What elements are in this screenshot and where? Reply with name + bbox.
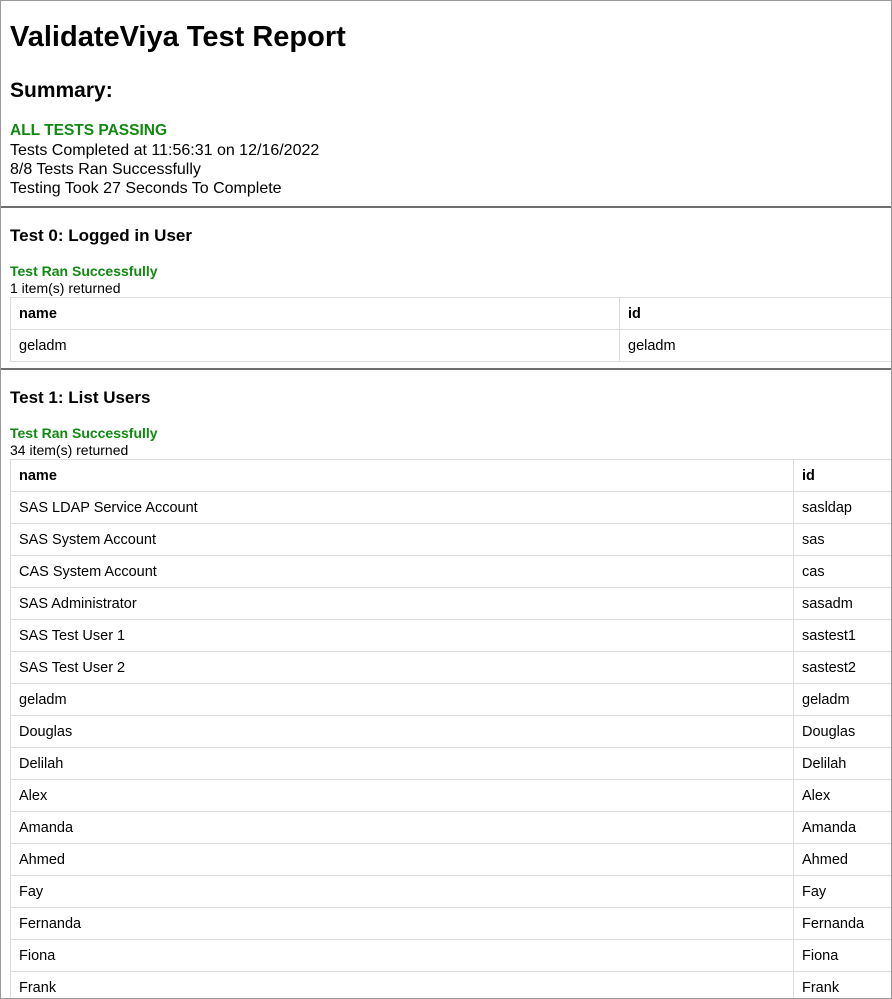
test-1-count: 34 item(s) returned [10,442,129,458]
cell-id: sastest1 [794,620,892,652]
column-header-name: name [11,460,794,492]
summary-heading: Summary: [10,79,113,102]
test-0-heading: Test 0: Logged in User [10,226,192,245]
table-row [11,812,892,844]
cell-name: Douglas [11,716,794,748]
cell-name: SAS Test User 2 [11,652,794,684]
table-row [11,588,892,620]
table-row [11,524,892,556]
table-row [11,652,892,684]
test-0-count: 1 item(s) returned [10,280,121,296]
table-row [11,780,892,812]
cell-name: Ahmed [11,844,794,876]
cell-id: sasldap [794,492,892,524]
table-row [11,684,892,716]
cell-id: Frank [794,972,892,999]
cell-name: SAS Test User 1 [11,620,794,652]
cell-name: Amanda [11,812,794,844]
cell-name: geladm [11,684,794,716]
overall-status: ALL TESTS PASSING [10,122,168,139]
section-divider [1,206,891,208]
duration-summary: Testing Took 27 Seconds To Complete [10,180,282,197]
report-page [1,1,891,998]
table-row [11,876,892,908]
cell-id: Amanda [794,812,892,844]
table-row [11,844,892,876]
cell-id: cas [794,556,892,588]
cell-id: Fernanda [794,908,892,940]
tests-ran-summary: 8/8 Tests Ran Successfully [10,161,201,178]
cell-id: Fay [794,876,892,908]
table-row [11,556,892,588]
section-divider [1,368,891,370]
table-header-row [11,460,892,492]
table-row [11,620,892,652]
cell-name: CAS System Account [11,556,794,588]
table-row [11,716,892,748]
table-row [11,330,892,362]
cell-name: Frank [11,972,794,999]
table-row [11,972,892,999]
cell-name: Fay [11,876,794,908]
cell-name: SAS Administrator [11,588,794,620]
cell-id: Fiona [794,940,892,972]
column-header-id: id [794,460,892,492]
cell-id: sastest2 [794,652,892,684]
cell-id: sas [794,524,892,556]
column-header-name: name [11,298,620,330]
cell-name: SAS System Account [11,524,794,556]
cell-name: SAS LDAP Service Account [11,492,794,524]
table-row [11,492,892,524]
cell-id: Douglas [794,716,892,748]
test-1-status: Test Ran Successfully [10,425,158,441]
table-row [11,940,892,972]
cell-name: Fernanda [11,908,794,940]
cell-name: Fiona [11,940,794,972]
table-header-row [11,298,892,330]
cell-name: geladm [11,330,620,362]
test-1-heading: Test 1: List Users [10,388,151,407]
test-0-status: Test Ran Successfully [10,263,158,279]
cell-id: Delilah [794,748,892,780]
table-row [11,908,892,940]
cell-name: Alex [11,780,794,812]
cell-id: Alex [794,780,892,812]
table-row [11,748,892,780]
cell-id: Ahmed [794,844,892,876]
cell-id: geladm [620,330,892,362]
cell-id: sasadm [794,588,892,620]
test-0-table [10,297,891,362]
column-header-id: id [620,298,892,330]
cell-name: Delilah [11,748,794,780]
cell-id: geladm [794,684,892,716]
report-title: ValidateViya Test Report [10,21,346,53]
completed-time: Tests Completed at 11:56:31 on 12/16/2022 [10,142,320,159]
test-1-table [10,459,891,998]
